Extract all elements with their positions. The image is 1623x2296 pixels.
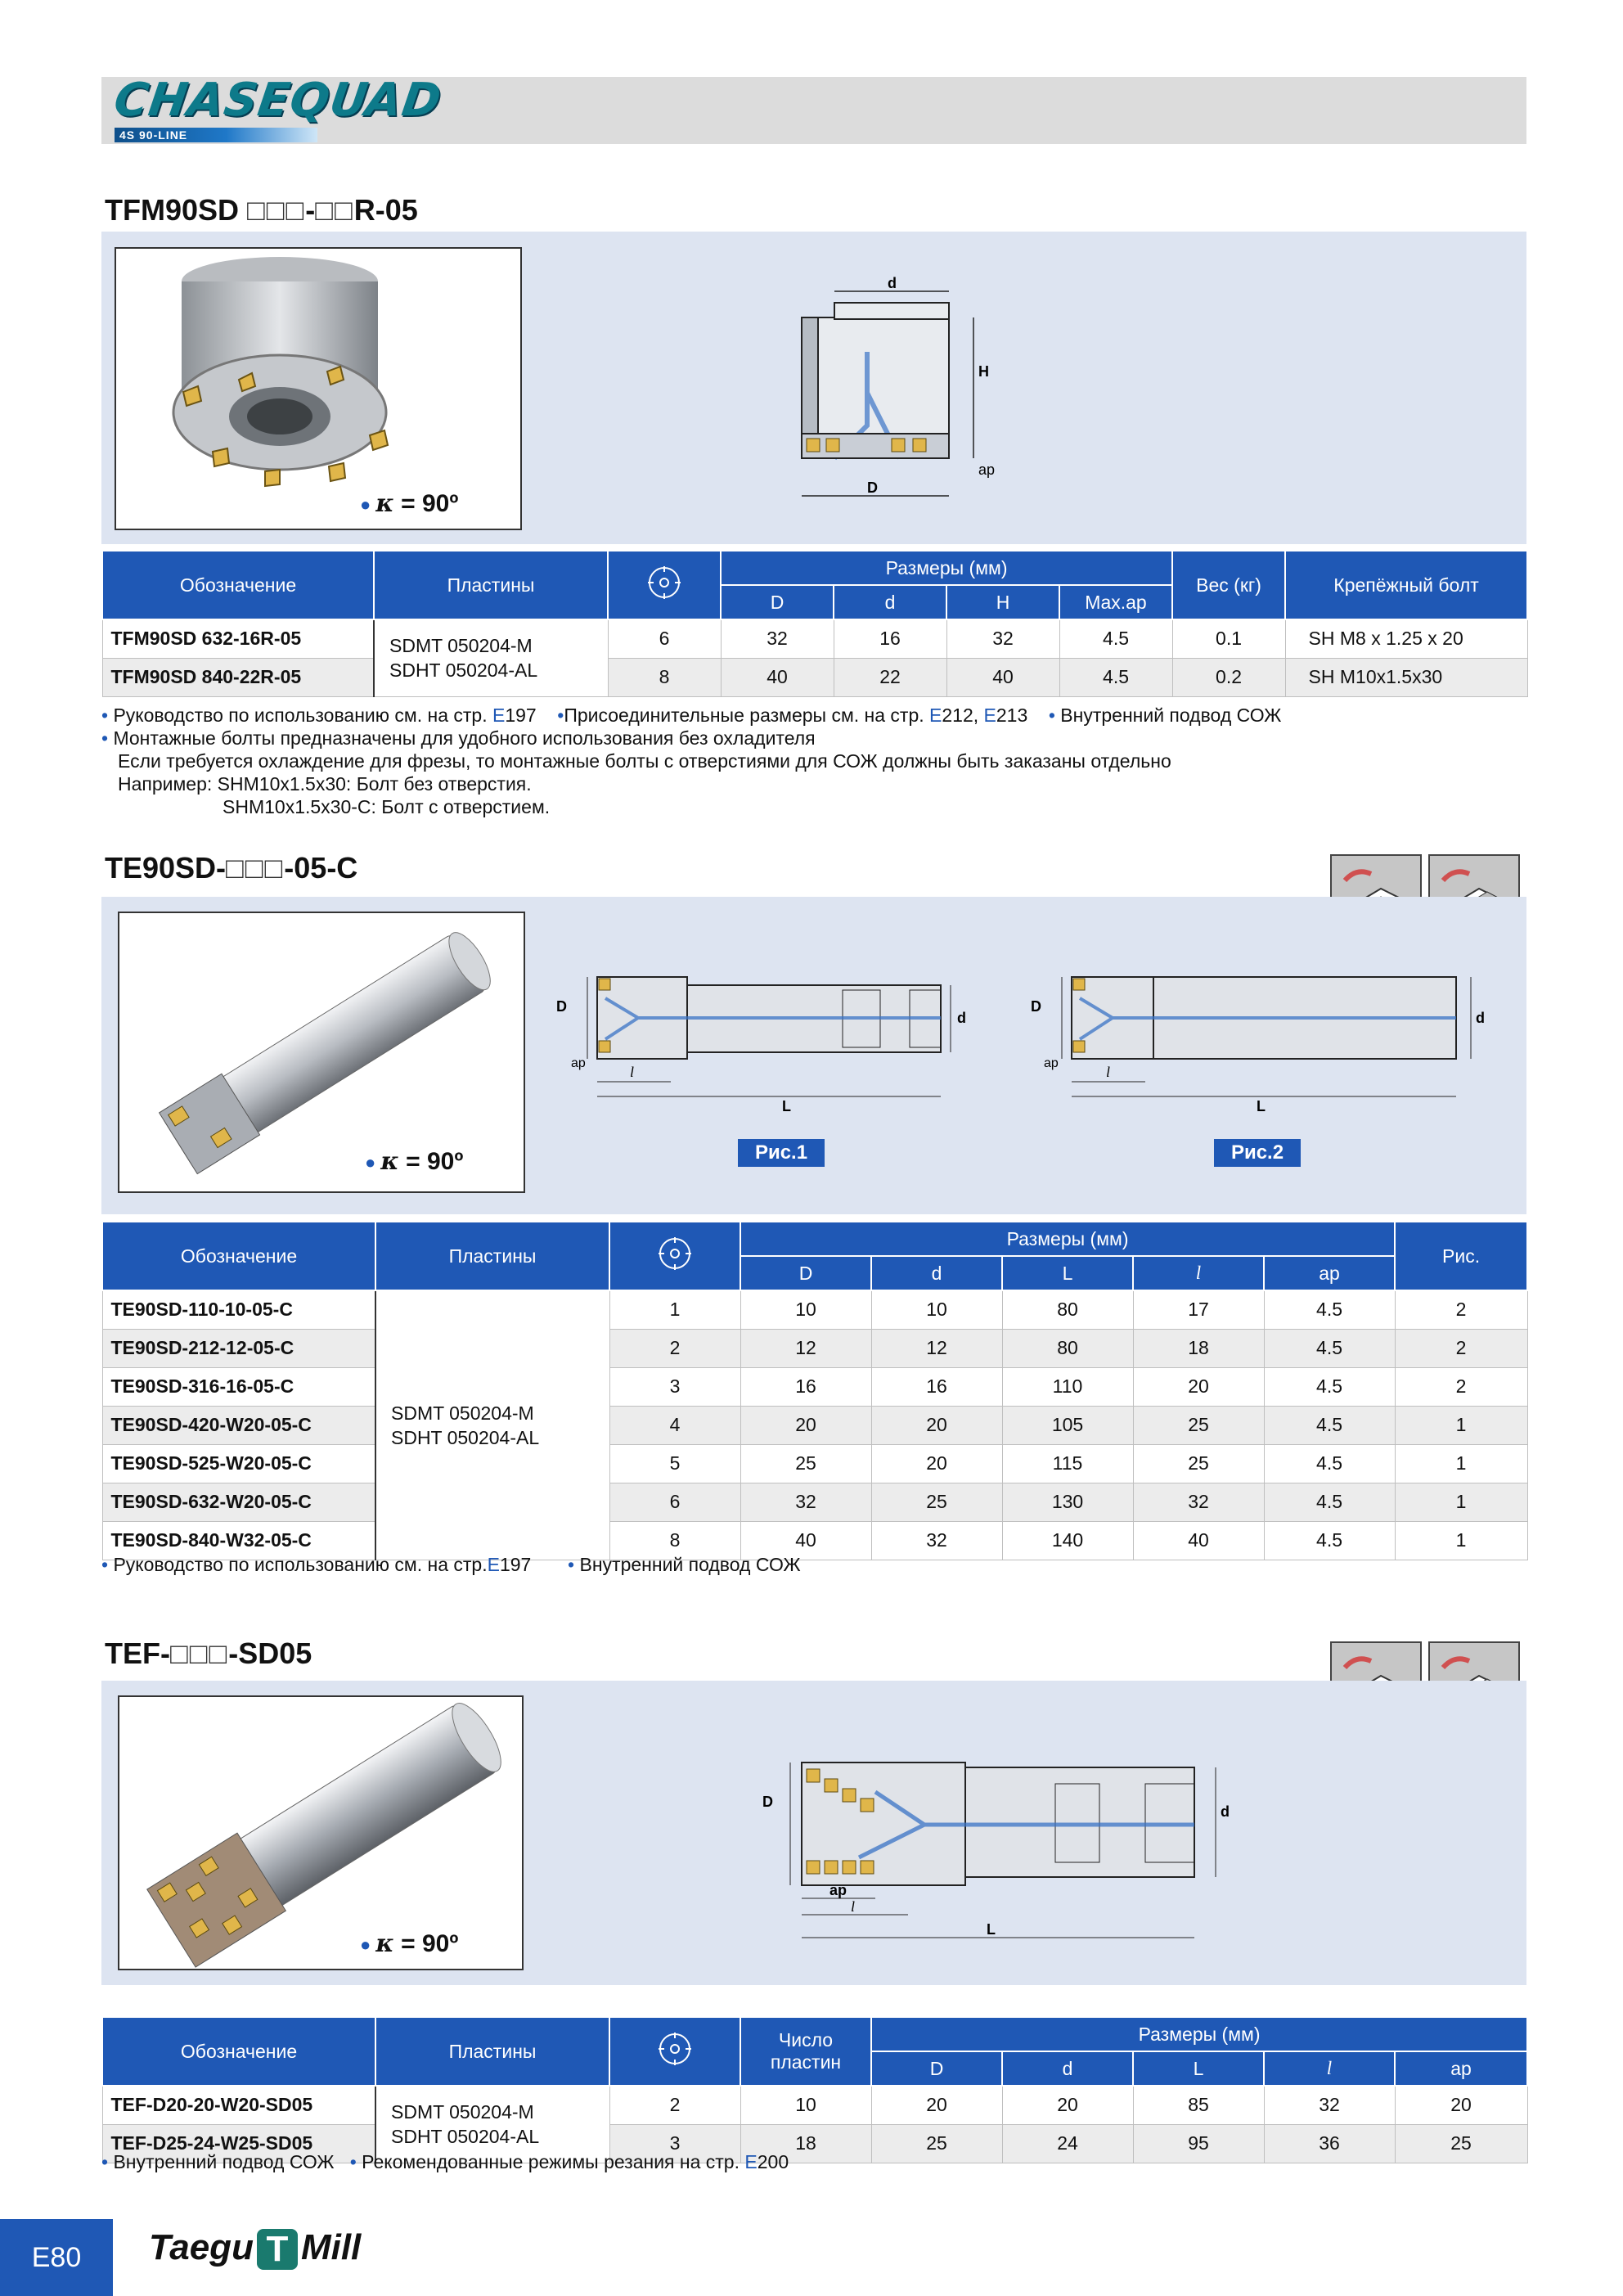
table-row: TFM90SD 840-22R-05 8 40 22 40 4.5 0.2 SH M10x1.5x30 <box>102 658 1527 696</box>
tef-L-label: L <box>987 1921 996 1938</box>
table-row: TE90SD-212-12-05-C 2 12 12 80 18 4.5 2 <box>102 1329 1527 1367</box>
fig2-drawing <box>1023 966 1497 1113</box>
fig1-ap-label: ap <box>571 1056 586 1070</box>
insert-count-icon <box>609 2017 740 2086</box>
section1-notes: • Руководство по использованию см. на стр. E197 •Присоединительные размеры см. на стр. E212, E213 • Внутренний подвод СОЖ • Монтажные болты предназначены для удобного использования без охладителя Если требуется охлаждение для фрезы, то монтажные болты с отверстиями для СОЖ должны быть заказаны отдельно Например: SHM10x1.5x30: Болт без отверстия. SHM10x1.5x30-C: Болт с отверстием. <box>101 705 1282 817</box>
table-row: TEF-D25-24-W25-SD05 3 18 25 24 95 36 25 <box>102 2124 1527 2163</box>
tef-photo <box>118 1695 524 1970</box>
fig2-l-label: l <box>1106 1064 1111 1080</box>
dim-H-label: H <box>978 363 989 380</box>
section3-kappa: ● κ = 90º <box>360 1929 459 1958</box>
dim-ap-label: ap <box>978 461 996 478</box>
table-row: TE90SD-316-16-05-C 3 16 16 110 20 4.5 2 <box>102 1367 1527 1406</box>
tef-ap-label: ap <box>829 1882 847 1898</box>
face-mill-image <box>116 249 520 529</box>
fig1-tag: Рис.1 <box>738 1139 825 1167</box>
table-row: TFM90SD 632-16R-05 SDMT 050204-M SDHT 050204-AL 6 32 16 32 4.5 0.1 SH M8 x 1.25 x 20 <box>102 619 1527 658</box>
fig2-ap-label: ap <box>1044 1056 1059 1070</box>
table-row: TE90SD-840-W32-05-C 8 40 32 140 40 4.5 1 <box>102 1521 1527 1560</box>
table-row: TE90SD-110-10-05-C SDMT 050204-M SDHT 050204-AL 1 10 10 80 17 4.5 2 <box>102 1290 1527 1329</box>
fig1-l-label: l <box>630 1064 635 1080</box>
tfm90sd-photo <box>115 247 522 530</box>
section3-notes: • Внутренний подвод СОЖ • Рекомендованные режимы резания на стр. E200 <box>101 2151 789 2172</box>
t-logo-icon: T <box>257 2229 298 2270</box>
dim-D-label: D <box>867 479 878 496</box>
table-row: TE90SD-525-W20-05-C 5 25 20 115 25 4.5 1 <box>102 1444 1527 1483</box>
fig2-tag: Рис.2 <box>1214 1139 1301 1167</box>
table-row: TEF-D20-20-W20-SD05 SDMT 050204-M SDHT 050204-AL 2 10 20 20 85 32 20 <box>102 2086 1527 2124</box>
logo-subtitle: 4S 90-LINE <box>115 128 317 142</box>
tef-d-label: d <box>1221 1803 1230 1820</box>
dim-d-label: d <box>888 275 897 291</box>
long-edge-mill-image <box>119 1697 522 1969</box>
section3-table: Обозначение Пластины Число пластин Размеры (мм) D d L l ap TEF-D20-20-W20-SD05 SDMT 050204-M SDHT 050204-AL 2 10 20 20 85 32 20 TEF-D25-24-W25-SD05 3 18 25 24 95 36 25 <box>101 2016 1528 2163</box>
fig2-L-label: L <box>1257 1098 1266 1113</box>
taegutec-logo: Taegu T Mill <box>149 2227 362 2270</box>
te90sd-photo <box>118 912 525 1193</box>
fig2-d-label: d <box>1476 1010 1485 1026</box>
section1-drawing <box>785 270 1031 515</box>
section2-notes: • Руководство по использованию см. на стр.E197 • Внутренний подвод СОЖ <box>101 1554 801 1575</box>
col-designation: Обозначение <box>102 551 374 619</box>
section2-title: TE90SD-□□□-05-C <box>105 851 358 885</box>
fig2-D-label: D <box>1031 998 1041 1015</box>
page-number: E80 <box>0 2219 113 2296</box>
insert-count-icon <box>608 551 721 619</box>
col-bolt: Крепёжный болт <box>1285 551 1527 619</box>
section1-table: Обозначение Пластины Размеры (мм) Вес (кг) Крепёжный болт D d H Max.ap TFM90SD 632-16R-05 SDMT 050204-M SDHT 050204-AL 6 32 16 32 4.5 0.1 SH M8 x 1.25 x 20 TFM90SD 840-22R-05 8 40 22 40 4.5 0.2 SH M10x1.5x30 <box>101 550 1528 697</box>
table-row: TE90SD-632-W20-05-C 6 32 25 130 32 4.5 1 <box>102 1483 1527 1521</box>
col-dims: Размеры (мм) <box>721 551 1172 585</box>
section1-title: TFM90SD □□□-□□R-05 <box>105 193 418 227</box>
tef-l-label: l <box>851 1898 856 1915</box>
tef-D-label: D <box>762 1794 773 1810</box>
col-weight: Вес (кг) <box>1172 551 1285 619</box>
insert-count-icon <box>609 1222 740 1290</box>
section2-kappa: ● κ = 90º <box>365 1147 464 1176</box>
fig1-L-label: L <box>782 1098 791 1113</box>
col-inserts: Пластины <box>374 551 608 619</box>
table-row: TE90SD-420-W20-05-C 4 20 20 105 25 4.5 1 <box>102 1406 1527 1444</box>
chasequad-logo: CHASEQUAD <box>110 74 445 127</box>
section3-drawing <box>761 1751 1268 1947</box>
fig1-drawing <box>548 966 973 1113</box>
section1-kappa: ● κ = 90º <box>360 489 459 518</box>
section3-title: TEF-□□□-SD05 <box>105 1636 312 1670</box>
fig1-d-label: d <box>957 1010 966 1026</box>
fig1-D-label: D <box>556 998 567 1015</box>
section2-table: Обозначение Пластины Размеры (мм) Рис. D d L l ap TE90SD-110-10-05-C SDMT 050204-M SDHT 050204-AL 1 10 10 80 17 4.5 2 TE90SD-212-12-05-C 2 12 12 80 18 4.5 2 TE90SD-316-16-05-C 3 16 16 110 20 4.5 2 TE90SD-420-W20-05-C 4 20 20 105 25 4.5 1 TE90SD-525-W20-05-C 5 25 20 115 25 4.5 1 TE90SD-632-W20-05-C 6 32 25 130 32 4.5 1 TE90SD-840-W32-05-C 8 40 32 140 40 4.5 1 <box>101 1221 1528 1560</box>
